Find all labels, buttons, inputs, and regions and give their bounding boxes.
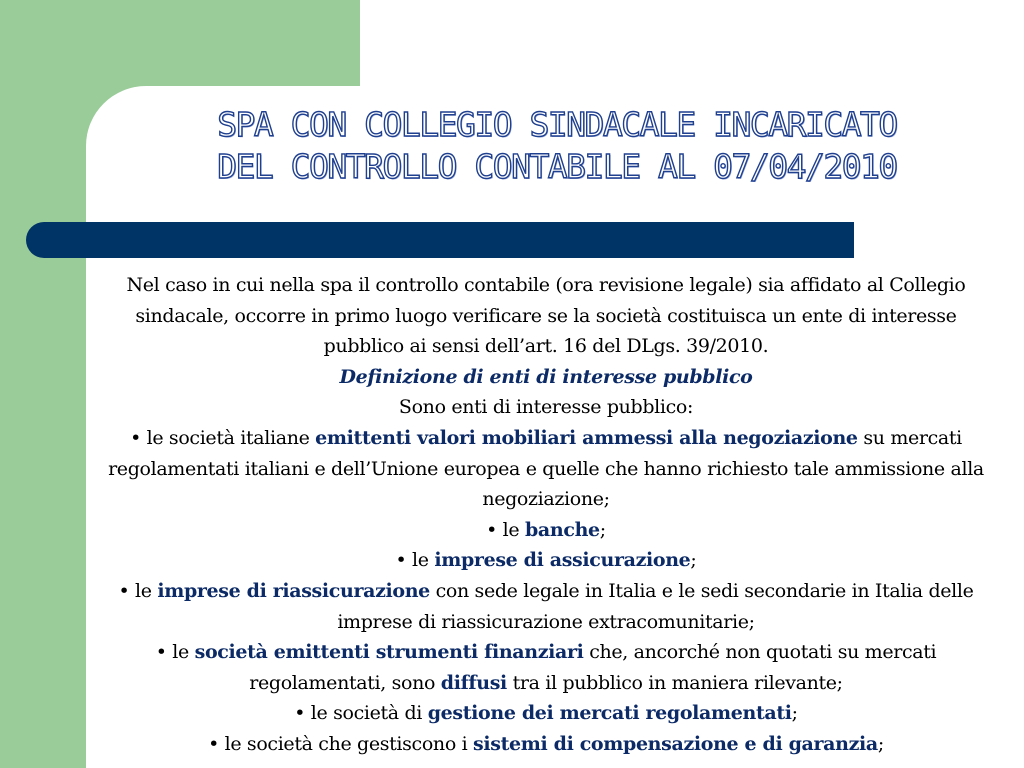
list-item — [98, 637, 994, 698]
list-item-post-2: tra il pubblico in maniera rilevante; — [506, 671, 843, 694]
list-item-pre: • le — [486, 518, 525, 541]
slide-title-line-2: DEL CONTROLLO CONTABILE AL 07/04/2010 — [217, 147, 897, 186]
list-item-post: ; — [877, 732, 884, 755]
intro-paragraph: Nel caso in cui nella spa il controllo contabile (ora revisione legale) sia affidato al Collegio sindacale, occorre in primo luogo verificare se la società costituisca un ente di interesse pubblico ai sensi dell’art. 16 del DLgs. 39/2010. — [126, 274, 966, 358]
list-item — [98, 576, 994, 637]
list-item — [98, 423, 994, 515]
list-item-bold: emittenti valori mobiliari ammessi alla negoziazione — [315, 426, 858, 449]
list-item-bold: banche — [525, 518, 600, 541]
title-divider-bar — [26, 222, 854, 258]
list-item-pre: • le — [118, 579, 158, 602]
list-item-post: con sede legale in Italia e le sedi secondarie in Italia delle imprese di riassicurazione extracomunitarie; — [337, 579, 974, 633]
list-item — [98, 729, 994, 760]
list-item-bold: imprese di riassicurazione — [157, 579, 430, 602]
list-item-pre: • le società italiane — [130, 426, 316, 449]
list-item-post: ; — [690, 549, 697, 572]
definition-heading-text: Definizione di enti di interesse pubblico — [339, 365, 753, 388]
list-item-bold: sistemi di compensazione e di garanzia — [473, 732, 878, 755]
list-item-bold: imprese di assicurazione — [434, 549, 691, 572]
list-item-pre: • le società che gestiscono i — [208, 732, 474, 755]
list-item-post: ; — [791, 702, 798, 725]
list-item-post: su mercati regolamentati italiani e dell’Unione europea e quelle che hanno richiesto tale ammissione alla negoziazione; — [108, 426, 984, 511]
list-item-post: ; — [599, 518, 606, 541]
slide-body — [98, 270, 994, 760]
list-item — [98, 545, 994, 576]
definition-heading — [98, 362, 994, 393]
list-item-bold-2: diffusi — [440, 671, 507, 694]
list-lead: Sono enti di interesse pubblico: — [398, 396, 694, 419]
slide-title — [90, 104, 1024, 188]
list-item — [98, 698, 994, 729]
list-item-pre: • le — [395, 549, 435, 572]
list-item-pre: • le — [155, 641, 195, 664]
list-item-bold: società emittenti strumenti finanziari — [194, 641, 584, 664]
list-item-pre: • le società di — [294, 702, 428, 725]
list-item — [98, 515, 994, 546]
slide-title-line-1: SPA CON COLLEGIO SINDACALE INCARICATO — [217, 105, 897, 144]
list-item-post: che, ancorché non quotati su mercati regolamentati, sono — [249, 641, 937, 694]
list-item-bold: gestione dei mercati regolamentati — [427, 702, 792, 725]
